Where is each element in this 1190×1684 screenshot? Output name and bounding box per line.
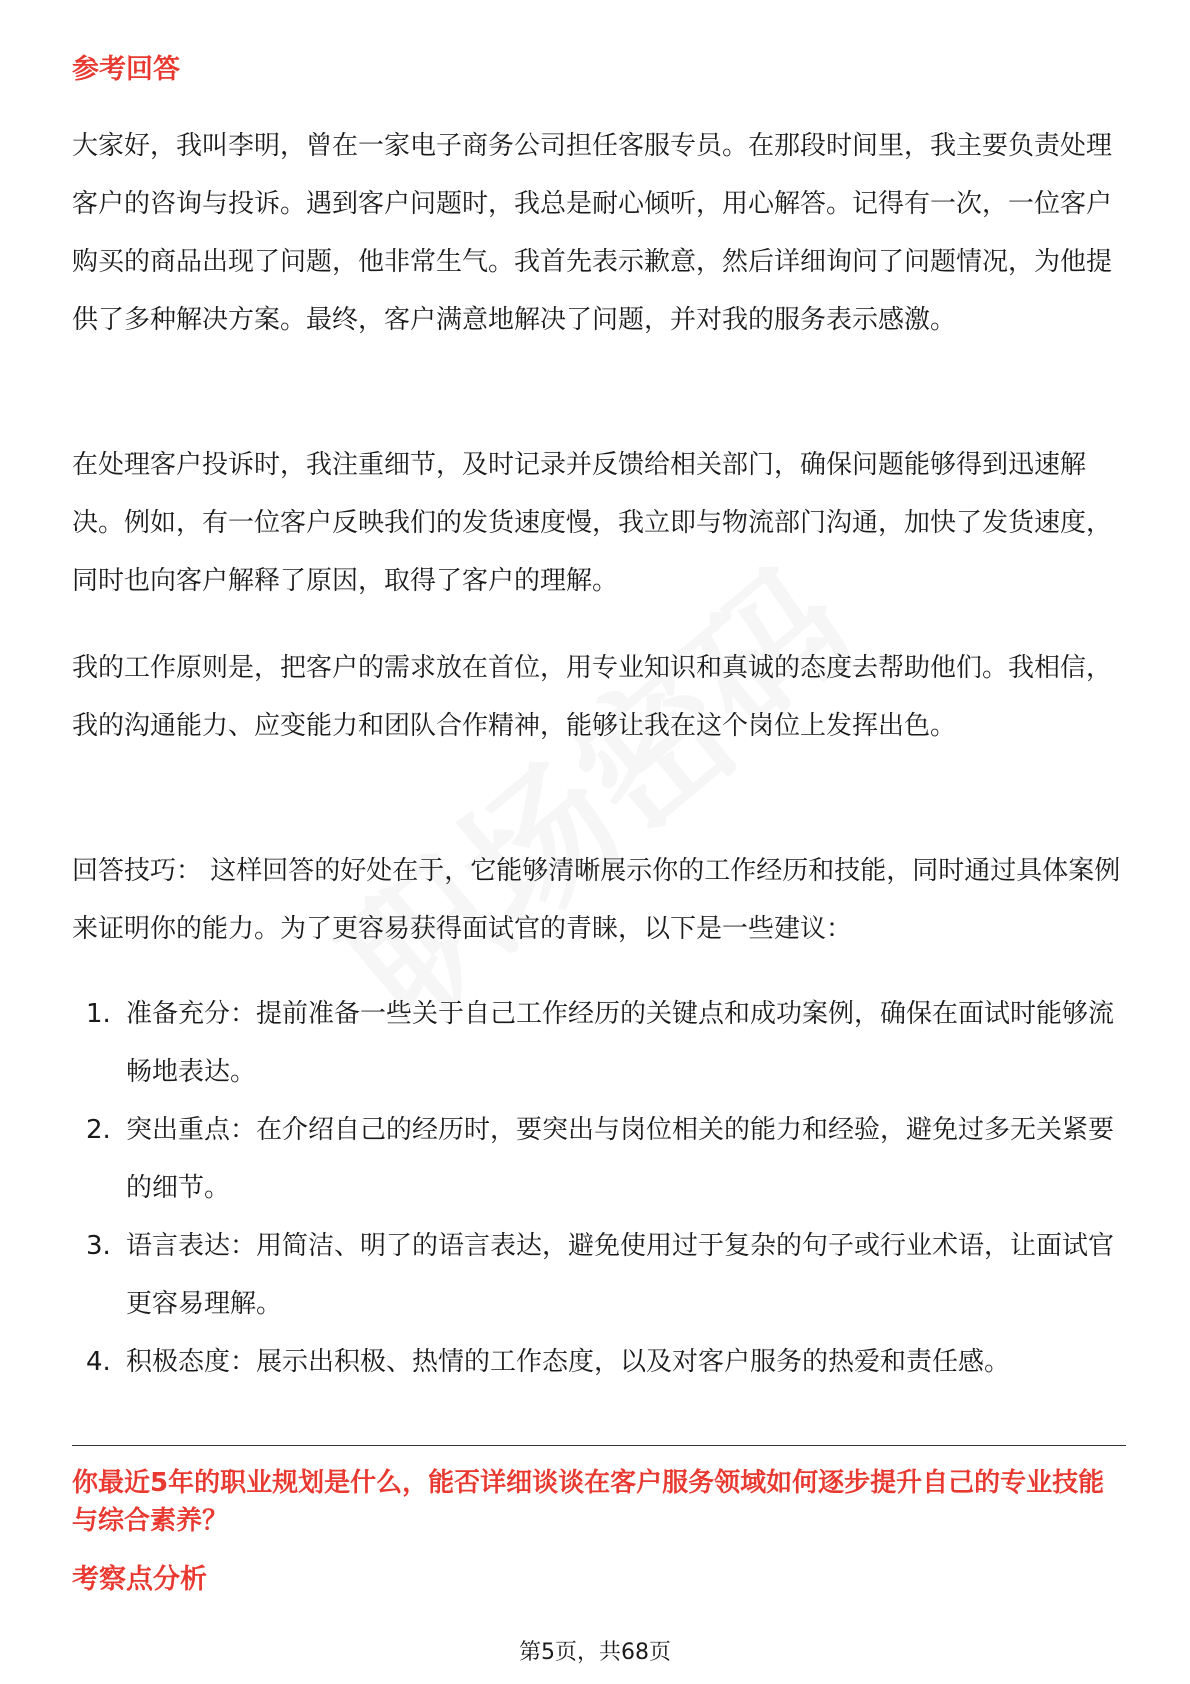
list-item-number: 1. xyxy=(86,999,111,1029)
list-item xyxy=(72,1217,1126,1333)
list-item xyxy=(72,1333,1126,1391)
section-title-analysis: 考察点分析 xyxy=(72,1564,207,1595)
list-item-text: 突出重点：在介绍自己的经历时，要突出与岗位相关的能力和经验，避免过多无关紧要的细节。 xyxy=(126,1115,1115,1203)
list-item-text: 准备充分：提前准备一些关于自己工作经历的关键点和成功案例，确保在面试时能够流畅地表达。 xyxy=(126,999,1115,1087)
section-divider xyxy=(72,1445,1126,1446)
list-item-number: 2. xyxy=(86,1115,111,1145)
list-item-text: 语言表达：用简洁、明了的语言表达，避免使用过于复杂的句子或行业术语，让面试官更容易理解。 xyxy=(126,1231,1115,1319)
tips-list xyxy=(72,985,1126,1391)
list-item xyxy=(72,1101,1126,1217)
answer-paragraph-2: 在处理客户投诉时，我注重细节，及时记录并反馈给相关部门，确保问题能够得到迅速解决。例如，有一位客户反映我们的发货速度慢，我立即与物流部门沟通，加快了发货速度，同时也向客户解释了原因，取得了客户的理解。 xyxy=(72,450,1113,596)
answer-paragraph-1: 大家好，我叫李明，曾在一家电子商务公司担任客服专员。在那段时间里，我主要负责处理客户的咨询与投诉。遇到客户问题时，我总是耐心倾听，用心解答。记得有一次，一位客户购买的商品出现了问题，他非常生气。我首先表示歉意，然后详细询问了问题情况，为他提供了多种解决方案。最终，客户满意地解决了问题，并对我的服务表示感激。 xyxy=(72,131,1113,335)
next-question-heading: 你最近5年的职业规划是什么，能否详细谈谈在客户服务领域如何逐步提升自己的专业技能与综合素养？ xyxy=(72,1468,1105,1536)
list-item-text: 积极态度：展示出积极、热情的工作态度，以及对客户服务的热爱和责任感。 xyxy=(126,1347,1011,1377)
answer-paragraph-3: 我的工作原则是，把客户的需求放在首位，用专业知识和真诚的态度去帮助他们。我相信，我的沟通能力、应变能力和团队合作精神，能够让我在这个岗位上发挥出色。 xyxy=(72,653,1113,741)
list-item-number: 4. xyxy=(86,1347,111,1377)
answer-tips-intro: 回答技巧： 这样回答的好处在于，它能够清晰展示你的工作经历和技能，同时通过具体案例来证明你的能力。为了更容易获得面试官的青睐，以下是一些建议： xyxy=(72,856,1121,944)
list-item xyxy=(72,985,1126,1101)
page-number-footer: 第5页，共68页 xyxy=(519,1640,671,1665)
section-title-reference-answer: 参考回答 xyxy=(72,54,180,85)
list-item-number: 3. xyxy=(86,1231,111,1261)
